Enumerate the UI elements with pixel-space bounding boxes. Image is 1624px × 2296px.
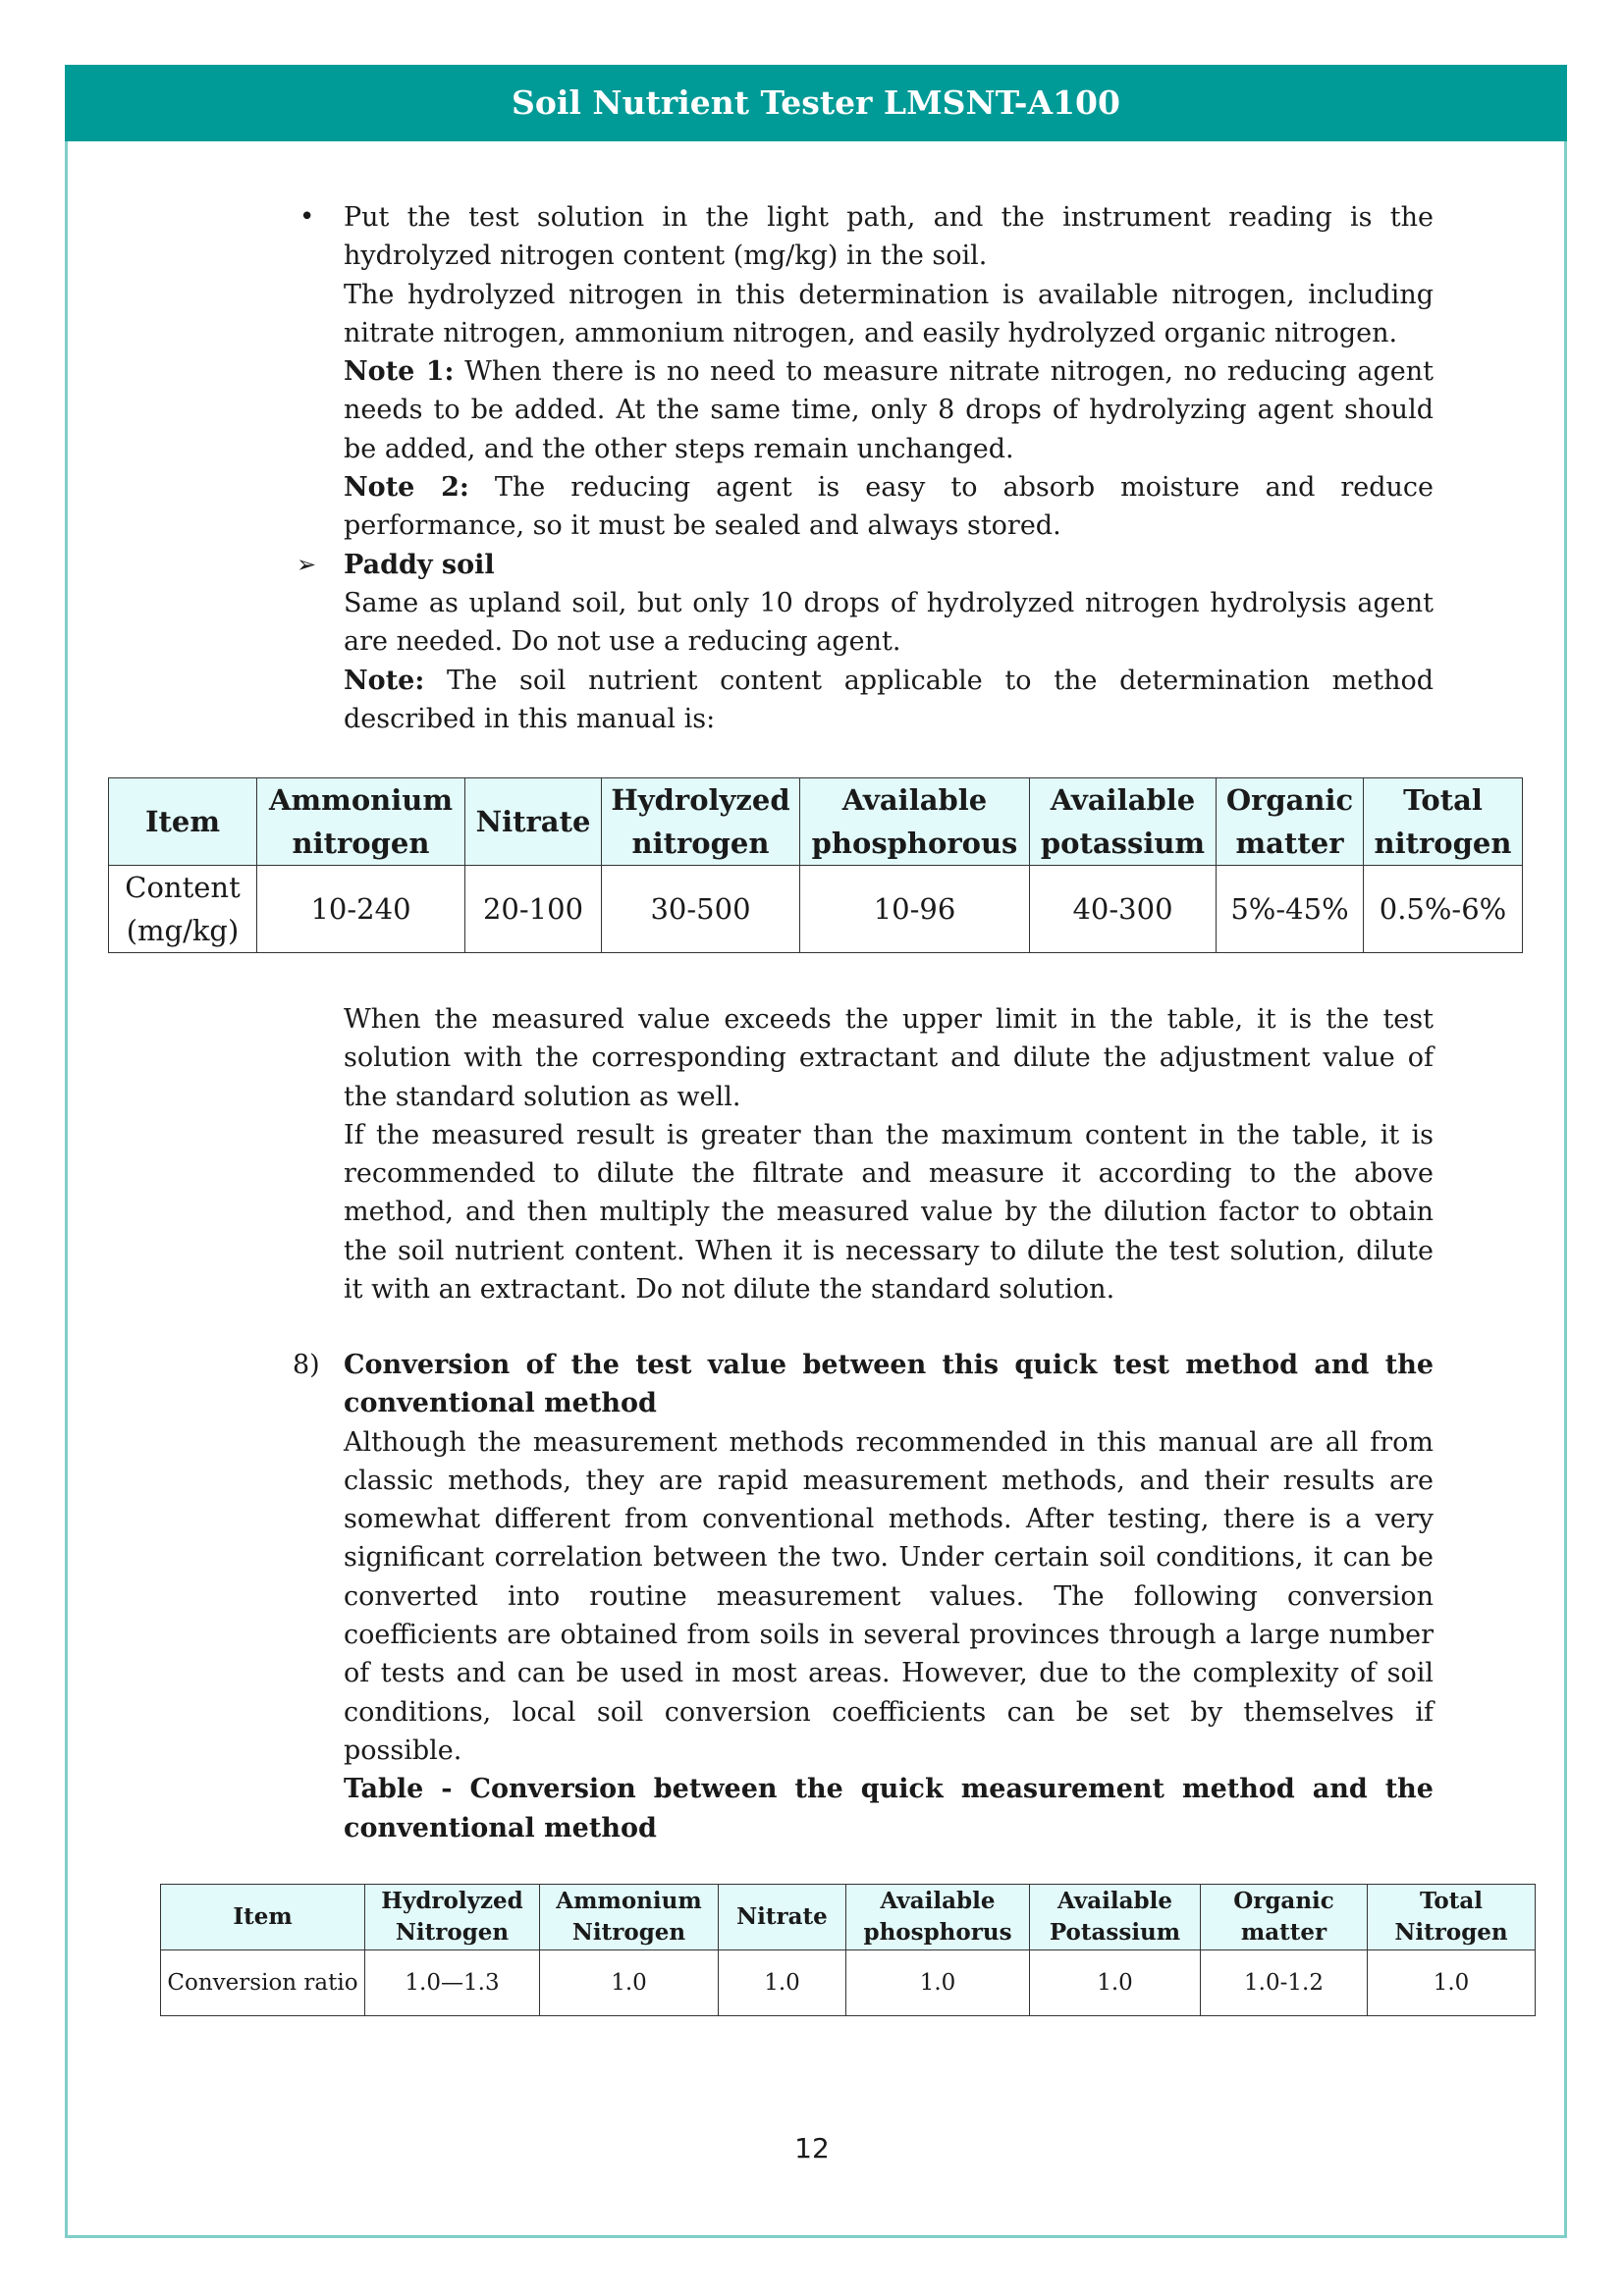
bullet-icon: •: [299, 202, 315, 232]
table-header-cell: Ammonium nitrogen: [257, 778, 465, 866]
note-2: [344, 468, 1434, 546]
table-cell: 1.0-1.2: [1201, 1950, 1368, 2016]
nutrient-content-table: [108, 777, 1523, 953]
table-row: [161, 1950, 1536, 2016]
note-1-text: When there is no need to measure nitrate nitrogen, no reducing agent needs to be added. At the same time, only 8 drops of hydrolyzing agent should be added, and the other steps remain unchanged.: [344, 356, 1434, 464]
table-caption: Table - Conversion between the quick measurement method and the conventional method: [344, 1774, 1434, 1843]
arrow-bullet-icon: ➢: [297, 550, 317, 578]
table-header-cell: Nitrate: [719, 1885, 846, 1950]
section-8-heading: Conversion of the test value between this quick test method and the conventional method: [344, 1350, 1434, 1419]
note-3-label: Note:: [344, 665, 425, 696]
table-cell: 10-96: [800, 866, 1030, 953]
conversion-table: [160, 1884, 1536, 2016]
table-header-cell: Available phosphorus: [846, 1885, 1030, 1950]
table-header-cell: Item: [161, 1885, 365, 1950]
table-header-cell: Total Nitrogen: [1368, 1885, 1536, 1950]
table-header-cell: Hydrolyzed nitrogen: [602, 778, 800, 866]
section-8-body: Although the measurement methods recommended in this manual are all from classic methods, they are rapid measurement methods, and their results are somewhat different from conventional methods. After testing, there is a very significant correlation between the two. Under certain soil conditions, it can be converted into routine measurement values. The following conversion coefficients are obtained from soils in several provinces through a large number of tests and can be used in most areas. However, due to the complexity of soil conditions, local soil conversion coefficients can be set by themselves if possible.: [344, 1426, 1434, 1766]
paragraph-upper-limit: When the measured value exceeds the upper limit in the table, it is the test solution with the corresponding extractant and dilute the adjustment value of the standard solution as well.: [344, 1004, 1434, 1112]
bullet-item: [299, 198, 1434, 276]
table-header-cell: Item: [109, 778, 257, 866]
page-number: 12: [794, 2132, 830, 2164]
header-title: Soil Nutrient Tester LMSNT-A100: [512, 83, 1120, 122]
table-cell: 10-240: [257, 866, 465, 953]
table-header-cell: Available Potassium: [1030, 1885, 1201, 1950]
section-8: [293, 1346, 1434, 1847]
note-1: [344, 352, 1434, 468]
section-mid: [344, 1000, 1434, 1308]
table-cell: Conversion ratio: [161, 1950, 365, 2016]
note-2-text: The reducing agent is easy to absorb moisture and reduce performance, so it must be sealed and always stored.: [344, 472, 1434, 542]
table-header-cell: Available phosphorous: [800, 778, 1030, 866]
table-cell: 1.0—1.3: [365, 1950, 540, 2016]
table-cell: 5%-45%: [1217, 866, 1364, 953]
table-cell: 1.0: [1368, 1950, 1536, 2016]
bullet-text: Put the test solution in the light path, and the instrument reading is the hydrolyzed nitrogen content (mg/kg) in the soil.: [344, 202, 1434, 272]
table-cell: 1.0: [719, 1950, 846, 2016]
table-header-row: [161, 1885, 1536, 1950]
note-3: [344, 662, 1434, 739]
table-header-cell: Nitrate: [465, 778, 602, 866]
page-header: [65, 65, 1567, 141]
table-header-cell: Available potassium: [1030, 778, 1217, 866]
note-1-label: Note 1:: [344, 356, 455, 388]
section-8-heading-block: [293, 1346, 1434, 1423]
table-cell: 30-500: [602, 866, 800, 953]
table-cell: 1.0: [540, 1950, 719, 2016]
table-cell: 40-300: [1030, 866, 1217, 953]
section-top: [297, 198, 1434, 738]
table-header-cell: Ammonium Nitrogen: [540, 1885, 719, 1950]
table-header-row: [109, 778, 1523, 866]
table-header-cell: Hydrolyzed Nitrogen: [365, 1885, 540, 1950]
note-2-label: Note 2:: [344, 472, 469, 504]
paddy-soil-item: [297, 546, 1434, 584]
table-cell: 1.0: [1030, 1950, 1201, 2016]
table-header-cell: Organic matter: [1217, 778, 1364, 866]
note-3-text: The soil nutrient content applicable to the determination method described in this manual is:: [344, 665, 1434, 734]
table-row: [109, 866, 1523, 953]
paddy-soil-text: Same as upland soil, but only 10 drops of hydrolyzed nitrogen hydrolysis agent are needed. Do not use a reducing agent.: [344, 587, 1434, 658]
table-header-cell: Organic matter: [1201, 1885, 1368, 1950]
paragraph-available-nitrogen: The hydrolyzed nitrogen in this determination is available nitrogen, including nitrate nitrogen, ammonium nitrogen, and easily hydrolyzed organic nitrogen.: [344, 279, 1434, 348]
table-cell: Content (mg/kg): [109, 866, 257, 953]
table-cell: 0.5%-6%: [1364, 866, 1523, 953]
table-cell: 20-100: [465, 866, 602, 953]
table-header-cell: Total nitrogen: [1364, 778, 1523, 866]
section-number: 8): [293, 1350, 320, 1380]
paragraph-dilution: If the measured result is greater than the maximum content in the table, it is recommended to dilute the filtrate and measure it according to the above method, and then multiply the measured value by the dilution factor to obtain the soil nutrient content. When it is necessary to dilute the test solution, dilute it with an extractant. Do not dilute the standard solution.: [344, 1119, 1434, 1306]
paddy-soil-heading: Paddy soil: [344, 549, 495, 580]
table-cell: 1.0: [846, 1950, 1030, 2016]
